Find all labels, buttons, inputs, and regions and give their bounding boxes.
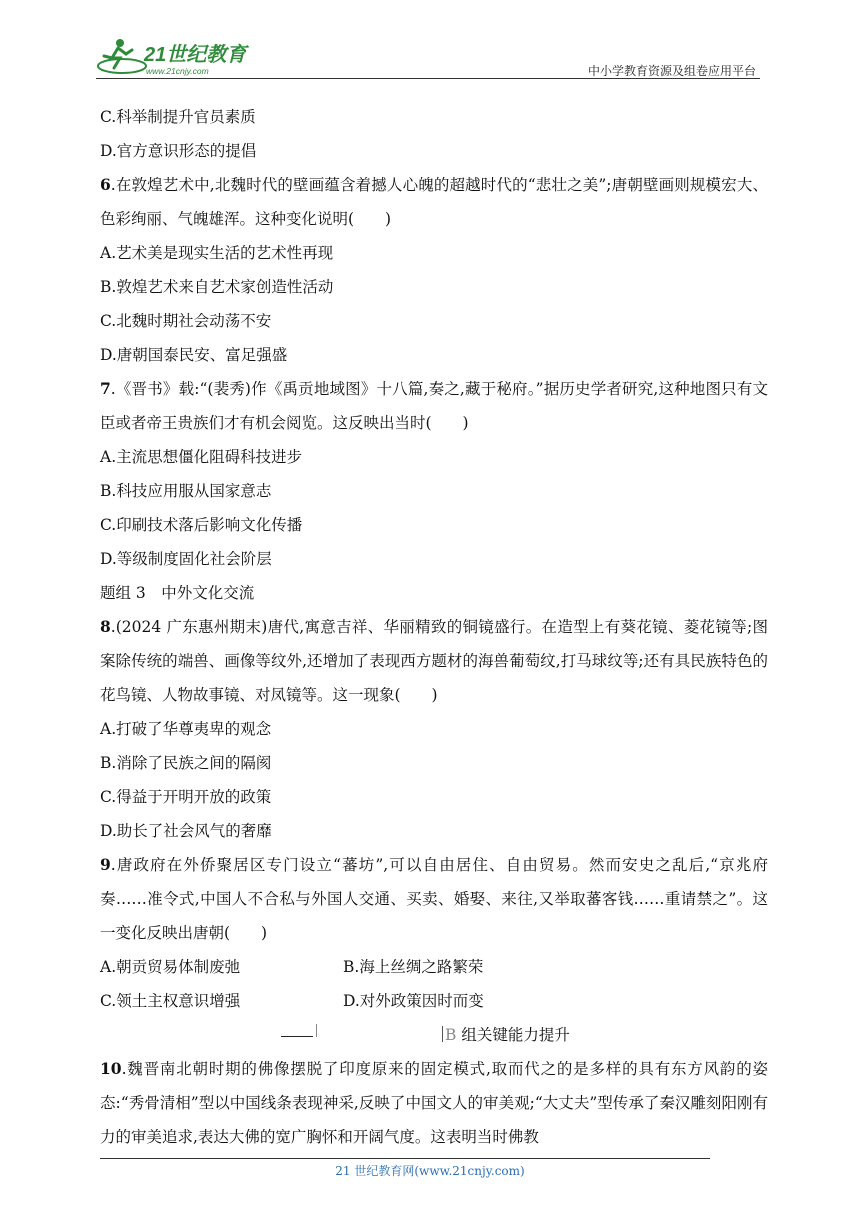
option-8b: B.消除了民族之间的隔阂 — [100, 754, 272, 772]
heading-dash — [281, 1036, 313, 1037]
option-7b: B.科技应用服从国家意志 — [100, 482, 272, 500]
option-5d: D.官方意识形态的提倡 — [100, 142, 257, 160]
options-9-row2 — [100, 984, 768, 1018]
option-9c: C.领土主权意识增强 — [100, 992, 241, 1010]
question-6-stem — [100, 168, 768, 236]
question-8-stem — [100, 610, 768, 712]
question-text: .在敦煌艺术中,北魏时代的壁画蕴含着撼人心魄的超越时代的“悲壮之美”;唐朝壁画则规模宏大、色彩绚丽、气魄雄浑。这种变化说明( ) — [100, 176, 768, 228]
option-9a: A.朝贡贸易体制废弛 — [100, 958, 241, 976]
question-number: 10 — [100, 1059, 122, 1078]
option-9d: D.对外政策因时而变 — [343, 992, 484, 1010]
page-header — [96, 30, 760, 82]
document-body — [100, 100, 768, 1154]
option-6b: B.敦煌艺术来自艺术家创造性活动 — [100, 278, 334, 296]
question-9-stem — [100, 848, 768, 950]
option-8a: A.打破了华尊夷卑的观念 — [100, 720, 272, 738]
svg-text:www.21cnjy.com: www.21cnjy.com — [146, 66, 209, 76]
group-b-heading — [100, 1018, 768, 1052]
question-number: 6 — [100, 175, 111, 194]
question-number: 7 — [100, 379, 111, 398]
platform-name: 中小学教育资源及组卷应用平台 — [587, 64, 756, 78]
option-6c: C.北魏时期社会动荡不安 — [100, 312, 272, 330]
question-7-stem — [100, 372, 768, 440]
option-7d: D.等级制度固化社会阶层 — [100, 550, 272, 568]
option-6d: D.唐朝国泰民安、富足强盛 — [100, 346, 288, 364]
question-text: .《晋书》载:“(裴秀)作《禹贡地域图》十八篇,奏之,藏于秘府。”据历史学者研究,这种地图只有文臣或者帝王贵族们才有机会阅览。这反映出当时( ) — [100, 380, 768, 432]
option-6a: A.艺术美是现实生活的艺术性再现 — [100, 244, 334, 262]
question-text: .(2024 广东惠州期末)唐代,寓意吉祥、华丽精致的铜镜盛行。在造型上有葵花镜、菱花镜等;图案除传统的端兽、画像等纹外,还增加了表现西方题材的海兽葡萄纹,打马球纹等;还有具民族特色的花鸟镜、人物故事镜、对凤镜等。这一现象( ) — [100, 618, 768, 704]
group-b-text: 组关键能力提升 — [456, 1026, 570, 1044]
option-9b: B.海上丝绸之路繁荣 — [343, 958, 484, 976]
header-divider — [96, 78, 760, 79]
site-logo — [96, 36, 276, 80]
question-text: .魏晋南北朝时期的佛像摆脱了印度原来的固定模式,取而代之的是多样的具有东方风韵的姿态:“秀骨清相”型以中国线条表现神采,反映了中国文人的审美观;“大丈夫”型传承了秦汉雕刻阳刚有力的审美追求,表达大佛的宽广胸怀和开阔气度。这表明当时佛教 — [100, 1060, 768, 1146]
footer-divider — [100, 1158, 710, 1159]
group-b-letter: B — [445, 1026, 457, 1044]
option-8d: D.助长了社会风气的奢靡 — [100, 822, 272, 840]
question-10-stem — [100, 1052, 768, 1154]
option-8c: C.得益于开明开放的政策 — [100, 788, 272, 806]
option-7a: A.主流思想僵化阻碍科技进步 — [100, 448, 303, 466]
question-text: .唐政府在外侨聚居区专门设立“蕃坊”,可以自由居住、自由贸易。然而安史之乱后,“京兆府奏……准令式,中国人不合私与外国人交通、买卖、婚娶、来往,又举取蕃客钱……重请禁之”。这一变化反映出唐朝( ) — [100, 856, 768, 942]
group-3-heading: 题组 3 中外文化交流 — [100, 584, 255, 602]
options-9-row1 — [100, 950, 768, 984]
heading-tick — [316, 1024, 317, 1037]
option-5c: C.科举制提升官员素质 — [100, 108, 256, 126]
question-number: 8 — [100, 617, 111, 636]
question-number: 9 — [100, 855, 111, 874]
svg-text:21世纪教育: 21世纪教育 — [144, 44, 247, 66]
option-7c: C.印刷技术落后影响文化传播 — [100, 516, 303, 534]
heading-bar — [442, 1026, 443, 1042]
group-b-title — [445, 1018, 570, 1052]
footer-text: 21 世纪教育网(www.21cnjy.com) — [335, 1164, 525, 1178]
